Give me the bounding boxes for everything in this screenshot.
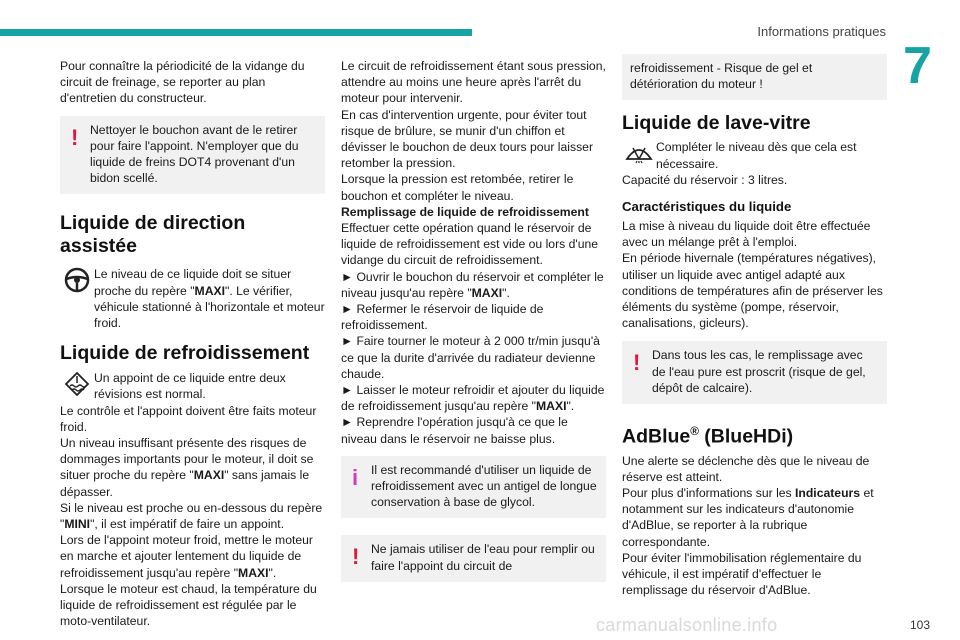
refill-step-1: ► Ouvrir le bouchon du réservoir et compléter le niveau jusqu'au repère "MAXI". <box>341 269 604 300</box>
cooling-p6: Lorsque le moteur est chaud, la température du liquide de refroidissement est régulée par le moto-ventilateur. <box>60 581 317 629</box>
washer-text: Compléter le niveau dès que cela est nécessaire. <box>656 140 857 171</box>
warning-icon: ! <box>633 350 641 376</box>
refill-subtitle: Remplissage de liquide de refroidissement <box>341 204 589 219</box>
specs-heading: Caractéristiques du liquide <box>622 199 792 215</box>
header-accent-bar <box>0 29 472 36</box>
watermark: carmanualsonline.info <box>596 615 778 635</box>
refill-step-3: ► Faire tourner le moteur à 2 000 tr/min jusqu'à ce que la durite d'arrivée du radiateur devienne chaude. <box>341 334 600 381</box>
pure-water-warning-box <box>622 341 887 404</box>
cooling-p3: Un niveau insuffisant présente des risques de dommages importants pour le moteur, il doit se situer proche du repère "MAXI" sans jamais le dépasser. <box>60 436 314 499</box>
water-warning-text: Ne jamais utiliser de l'eau pour remplir ou faire l'appoint du circuit de <box>371 542 595 573</box>
windshield-washer-icon <box>622 139 656 169</box>
cooling-p4: Si le niveau est proche ou en-dessous du repère "MINI", il est impératif de faire un appoint. <box>60 500 323 532</box>
cooling-p1: Un appoint de ce liquide entre deux révisions est normal. <box>94 371 286 402</box>
refill-step-2: ► Refermer le réservoir de liquide de refroidissement. <box>341 302 544 333</box>
cooling-row <box>60 370 325 402</box>
antifreeze-info-box <box>341 456 606 519</box>
pressure-p1: Le circuit de refroidissement étant sous pression, attendre au moins une heure après l'arrêt du moteur pour intervenir. <box>341 59 606 106</box>
cooling-p5: Lors de l'appoint moteur froid, mettre le moteur en marche et ajouter lentement du liquide de refroidissement jusqu'au repère "MAXI". <box>60 533 313 580</box>
steering-heading: Liquide de direction assistée <box>60 212 246 258</box>
refill-step-5: ► Reprendre l'opération jusqu'à ce que le niveau dans le réservoir ne baisse plus. <box>341 415 568 446</box>
chapter-number: 7 <box>903 37 932 95</box>
washer-capacity: Capacité du réservoir : 3 litres. <box>622 172 788 187</box>
adblue-p1: Une alerte se déclenche dès que le niveau de réserve est atteint. <box>622 453 870 484</box>
refill-p4: Effectuer cette opération quand le réservoir de liquide de refroidissement est vide ou lors d'une vidange du circuit de refroidissement. <box>341 221 599 268</box>
page-number: 103 <box>909 618 930 632</box>
info-icon: i <box>352 464 359 490</box>
brake-intro: Pour connaître la périodicité de la vidange du circuit de freinage, se reporter au plan d'entretien du constructeur. <box>60 59 305 106</box>
refill-step-4: ► Laisser le moteur refroidir et ajouter du liquide de refroidissement jusqu'au repère "MAXI". <box>341 383 605 414</box>
washer-heading: Liquide de lave-vitre <box>622 112 811 135</box>
column-1 <box>60 58 325 629</box>
column-3 <box>622 54 887 598</box>
water-warning-box <box>341 535 606 581</box>
specs-p1: La mise à niveau du liquide doit être effectuée avec un mélange prêt à l'emploi. <box>622 219 871 250</box>
washer-row <box>622 139 887 171</box>
column-2 <box>341 58 606 582</box>
adblue-heading: AdBlue® (BlueHDi) <box>622 425 794 448</box>
adblue-p2: Pour plus d'informations sur les Indicateurs et notamment sur les indicateurs d'autonomie d'AdBlue, se reporter à la rubrique correspondante. <box>622 485 874 549</box>
coolant-icon <box>60 370 94 400</box>
brake-warning-text: Nettoyer le bouchon avant de le retirer pour faire l'appoint. N'employer que du liquide de freins DOT4 provenant d'un bidon scellé. <box>90 122 299 186</box>
cooling-heading: Liquide de refroidissement <box>60 342 310 365</box>
specs-p2: En période hivernale (températures négatives), utiliser un liquide avec antigel adapté aux conditions de températures afin de préserver les éléments du système (pompe, réservoir, canalisations, gicleurs). <box>622 251 883 331</box>
brake-warning-box <box>60 116 325 195</box>
antifreeze-info-text: Il est recommandé d'utiliser un liquide de refroidissement avec un antigel de longue conservation à base de glycol. <box>371 462 597 510</box>
header-title: Informations pratiques <box>757 24 886 39</box>
cooling-p2: Le contrôle et l'appoint doivent être faits moteur froid. <box>60 403 317 434</box>
warning-icon: ! <box>352 544 360 570</box>
pure-water-warning-text: Dans tous les cas, le remplissage avec de l'eau pure est proscrit (risque de gel, dépôt de calcaire). <box>652 348 866 395</box>
adblue-p3: Pour éviter l'immobilisation réglementaire du véhicule, il est impératif d'effectuer le remplissage du réservoir d'AdBlue. <box>622 550 862 598</box>
water-warning-continued <box>622 54 887 100</box>
steering-row <box>60 266 325 331</box>
pressure-p2: En cas d'intervention urgente, pour éviter tout risque de brûlure, se munir d'un chiffon et dévisser le bouchon de deux tours pour laisser retomber la pression. <box>341 107 594 171</box>
steering-wheel-icon <box>60 266 94 296</box>
warning-icon: ! <box>71 124 79 150</box>
pressure-p3: Lorsque la pression est retombée, retirer le bouchon et compléter le niveau. <box>341 172 574 203</box>
steering-text: Le niveau de ce liquide doit se situer proche du repère "MAXI". Le vérifier, véhicule stationné à l'horizontale et moteur froid. <box>94 267 325 331</box>
water-warning-continued-text: refroidissement - Risque de gel et détérioration du moteur ! <box>630 61 813 92</box>
